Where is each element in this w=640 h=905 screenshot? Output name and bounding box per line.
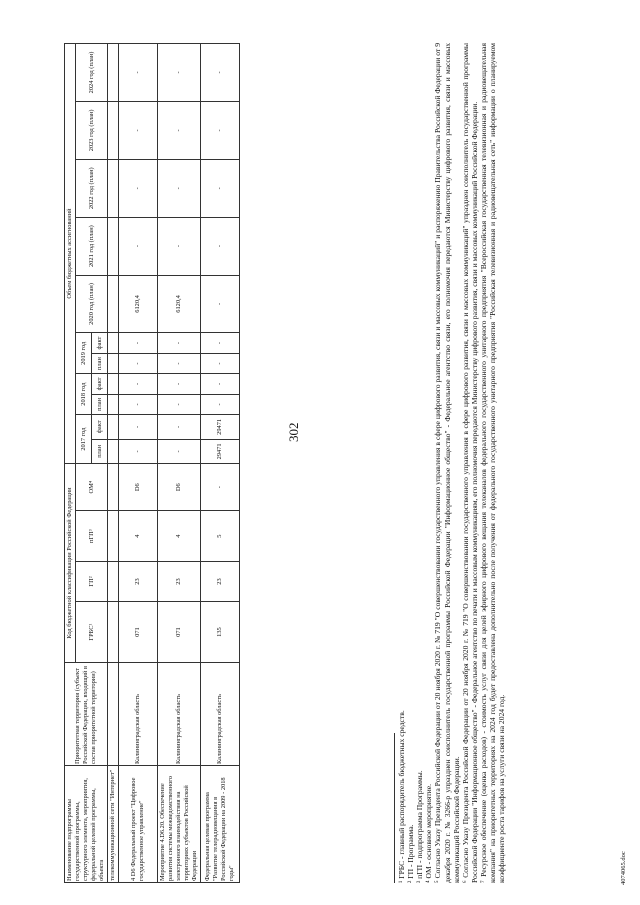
cell-2019-fact: -	[158, 333, 201, 353]
footnote: ⁶ Согласно Указу Президента Российской Федерации от 20 ноября 2020 г. № 719 "О совершенствовании государственного управления в сфере цифрового развития, связи и массовых коммуникаций" упразднен соисполнитель государственной программы Российской Федерации "Информационное общество" - Федеральное агентство по печати и массовым коммуникациям, его полномочия передаются Министерству цифрового развития, связи и массовых коммуникаций Российской Федерации.	[460, 43, 479, 883]
cell-2021: -	[119, 217, 158, 275]
cell-2020: 6120,4	[158, 275, 201, 333]
cell-gp: 23	[158, 561, 201, 601]
cell-grbs: 135	[201, 602, 240, 663]
footnote: ¹ ГРБС - главный распорядитель бюджетных средств.	[397, 710, 406, 883]
header-fact: факт	[92, 374, 108, 394]
cell-grbs: 071	[158, 602, 201, 663]
cell-gp: 23	[201, 561, 240, 601]
cell-2023: -	[158, 101, 201, 159]
budget-table	[64, 43, 240, 883]
cell-2024: -	[201, 44, 240, 102]
footnote: ⁴ ОМ - основное мероприятие.	[424, 784, 434, 883]
cell-2019-fact: -	[119, 333, 158, 353]
cell-2019-plan: -	[119, 353, 158, 373]
header-year-2017: 2017 год	[76, 415, 92, 464]
cell-2023: -	[201, 101, 240, 159]
continued-row-text: телекоммуникационной сети "Интернет"	[108, 766, 119, 883]
cell-2024: -	[158, 44, 201, 102]
cell-2020: 6120,4	[119, 275, 158, 333]
footnote-divider	[394, 733, 395, 883]
header-year-2019: 2019 год	[76, 333, 92, 374]
table-row	[158, 44, 201, 883]
cell-2022: -	[158, 159, 201, 217]
footnote: ⁷ Ресурсное обеспечение (оценка расходов) - стоимость услуг связи для целей эфирного цифрового вещания телеканалов федерального государственного унитарного предприятия "Всероссийская государственная телевизионная и радиовещательная компания" на приоритетных территориях на 2024 год будет предоставлена дополнительно после получения от федерального государственного унитарного предприятия "Российская телевизионная и радиовещательная сеть" информации о планируемом коэффициенте роста тарифов на услуги связи на 2024 год.	[478, 43, 507, 883]
cell-2018-plan: -	[119, 394, 158, 414]
cell-2018-plan: -	[158, 394, 201, 414]
header-year-2022: 2022 год (план)	[76, 159, 108, 217]
cell-2020: -	[201, 275, 240, 333]
header-om: ОМ⁴	[76, 464, 108, 511]
header-gp: ГП²	[76, 561, 108, 601]
row-name: Федеральная целевая программа "Развитие телерадиовещания в Российской Федерации на 2009 - 2018 годы"	[201, 766, 240, 883]
cell-gp: 23	[119, 561, 158, 601]
page-number: 302	[286, 422, 301, 442]
row-territory: Калининградская область	[119, 663, 158, 766]
cell-2021: -	[158, 217, 201, 275]
cell-grbs: 071	[119, 602, 158, 663]
header-year-2021: 2021 год (план)	[76, 217, 108, 275]
cell-2019-plan: -	[158, 353, 201, 373]
header-code: Код бюджетной классификации Российской Федерации	[65, 464, 76, 663]
cell-2018-fact: -	[201, 374, 240, 394]
cell-om: D6	[158, 464, 201, 511]
row-name: 4 D6 Федеральный проект "Цифровое государственное управление"	[119, 766, 158, 883]
table-row	[119, 44, 158, 883]
header-grbs: ГРБС¹	[76, 602, 108, 663]
cell-2017-plan: -	[119, 439, 158, 464]
cell-2017-plan: -	[158, 439, 201, 464]
header-pgp: пГП³	[76, 511, 108, 562]
document-filename: 4074065.doc	[620, 851, 627, 885]
cell-om: -	[201, 464, 240, 511]
header-fact: факт	[92, 415, 108, 440]
cell-2022: -	[119, 159, 158, 217]
row-territory: Калининградская область	[158, 663, 201, 766]
row-territory: Калининградская область	[201, 663, 240, 766]
header-name: Наименование подпрограммы государственной программы, структурного элемента, мероприятия, федеральной целевой программы, объекта	[65, 766, 108, 883]
cell-2018-plan: -	[201, 394, 240, 414]
footnotes	[394, 43, 506, 883]
cell-2018-fact: -	[119, 374, 158, 394]
header-volume: Объем бюджетных ассигнований	[65, 44, 76, 464]
cell-pgp: 5	[201, 511, 240, 562]
footnote: ³ пГП - подпрограмма Программы.	[415, 770, 425, 883]
cell-2019-plan: -	[201, 353, 240, 373]
header-year-2020: 2020 год (план)	[76, 275, 108, 333]
footnote: ⁵ Согласно Указу Президента Российской Федерации от 20 ноября 2020 г. № 719 "О совершенствовании государственного управления в сфере цифрового развития, связи и массовых коммуникаций" и распоряжению Правительства Российской Федерации от 9 декабря 2020 г. № 3266-р упразднен соисполнитель государственной программы Российской Федерации "Информационное общество" - Федеральное агентство связи, его полномочия передаются Министерству цифрового развития, связи и массовых коммуникаций Российской Федерации.	[433, 43, 461, 883]
header-territory: Приоритетная территория (субъект Российской Федерации, входящий в состав приоритетной территории)	[65, 663, 108, 766]
cell-2018-fact: -	[158, 374, 201, 394]
header-year-2018: 2018 год	[76, 374, 92, 415]
header-year-2023: 2023 год (план)	[76, 101, 108, 159]
cell-pgp: 4	[158, 511, 201, 562]
header-plan: план	[92, 353, 108, 373]
cell-2017-fact: 29471	[201, 415, 240, 440]
cell-2022: -	[201, 159, 240, 217]
cell-2017-fact: -	[119, 415, 158, 440]
cell-2024: -	[119, 44, 158, 102]
footnote: ² ГП - Программа.	[406, 824, 416, 883]
cell-2017-plan: 29471	[201, 439, 240, 464]
header-fact: факт	[92, 333, 108, 353]
table-row	[201, 44, 240, 883]
header-plan: план	[92, 439, 108, 464]
cell-2021: -	[201, 217, 240, 275]
header-plan: план	[92, 394, 108, 414]
cell-2023: -	[119, 101, 158, 159]
row-name: Мероприятие 4.D6.20. Обеспечение развития системы межведомственного электронного взаимодействия на территориях субъектов Российской Федерации	[158, 766, 201, 883]
cell-om: D6	[119, 464, 158, 511]
cell-2017-fact: -	[158, 415, 201, 440]
header-year-2024: 2024 год (план)	[76, 44, 108, 102]
cell-2019-fact: -	[201, 333, 240, 353]
cell-pgp: 4	[119, 511, 158, 562]
